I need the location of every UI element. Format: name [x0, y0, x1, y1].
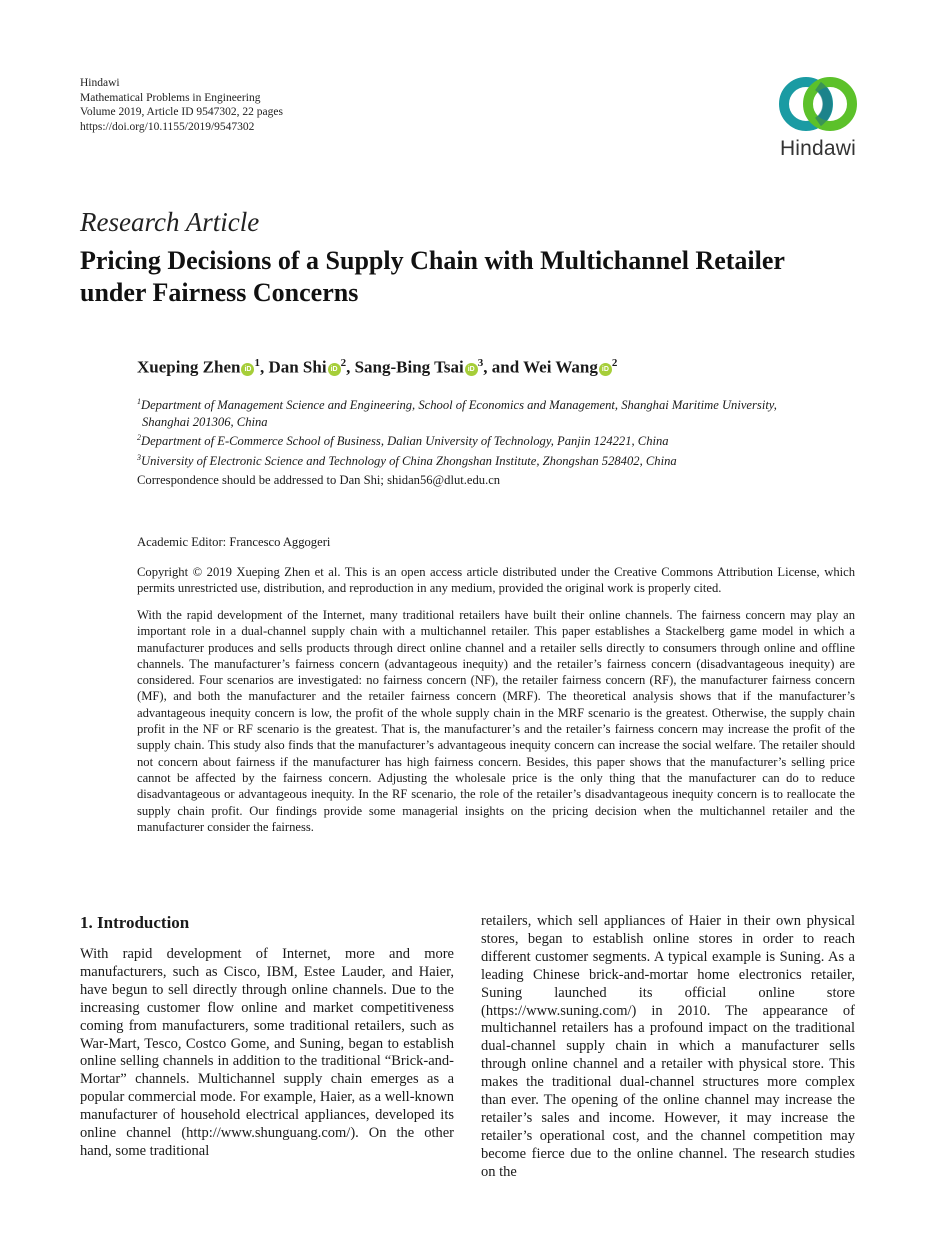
hindawi-rings-icon: [770, 74, 866, 136]
journal-name: Mathematical Problems in Engineering: [80, 91, 261, 104]
affiliation-item: [137, 450, 857, 470]
affiliation-sup: 1: [137, 397, 141, 406]
affiliation-item: [137, 430, 857, 450]
affiliation-item: [137, 394, 857, 414]
orcid-icon[interactable]: iD: [241, 363, 254, 376]
intro-paragraph-right: retailers, which sell appliances of Haier in their own physical stores, began to establish online stores in order to reach different customer segments. A typical example is Suning. As a leading Chinese brick-and-mortar home electronics retailer, Suning launched its official online store (https://www.suning.com/) in 2010. The appearance of multichannel retailers has a profound impact on the traditional dual-channel supply chain in which a manufacturer sells through online channel and a retailer with physical store. This makes the traditional dual-channel structures more complex than ever. The opening of the online channel may increase the retailer’s sales and income. However, it may increase the retailer’s operational cost, and the channel competition may become fierce due to the online channel. The research studies on the: [481, 913, 855, 1180]
author-separator: , and: [483, 357, 524, 377]
author-affil-sup: 2: [611, 357, 618, 369]
author-separator: ,: [259, 357, 269, 377]
author-name: Wei Wang: [523, 357, 598, 377]
affiliation-text: Department of Management Science and Engineering, School of Economics and Management, Shanghai Maritime University,: [141, 398, 777, 413]
paper-title: Pricing Decisions of a Supply Chain with Multichannel Retailer under Fairness Concerns: [80, 246, 785, 307]
orcid-icon[interactable]: iD: [599, 363, 612, 376]
orcid-icon[interactable]: iD: [328, 363, 341, 376]
correspondence: Correspondence should be addressed to Dan Shi; shidan56@dlut.edu.cn: [137, 473, 501, 487]
publisher-name: Hindawi: [80, 77, 120, 89]
affiliation-text: Department of E-Commerce School of Business, Dalian University of Technology, Panjin 124221, China: [141, 434, 669, 449]
author-separator: ,: [346, 357, 355, 377]
author-list: [137, 357, 617, 378]
section-heading: [80, 913, 189, 933]
logo-wordmark: Hindawi: [779, 137, 857, 160]
volume-info: Volume 2019, Article ID 9547302, 22 pages: [80, 106, 283, 118]
abstract: With the rapid development of the Internet, many traditional retailers have built their online channels. The fairness concern may play an important role in a dual-channel supply chain with a multichannel retailer. This paper establishes a Stackelberg game model in which a manufacturer produces and sells products through direct online channel and a retailer sells directly to consumers through online and offline channels. The manufacturer’s fairness concern (advantageous inequity) and the retailer’s fairness concern (disadvantageous inequity) are considered. Four scenarios are investigated: no fairness concern (NF), the retailer fairness concern (RF), the manufacturer fairness concern (MF), and both the manufacturer and the retailer fairness concern (MRF). The theoretical analysis shows that if the manufacturer’s advantageous inequity concern is low, the profit of the whole supply chain in the MRF scenario is the greatest. Otherwise, the supply chain profit in the NF or RF scenario is the greatest. That is, the manufacturer’s and the retailer’s fairness concern may increase the profit of the supply chain. This study also finds that the manufacturer’s advantageous inequity concern can increase the social welfare. The retailer should not concern about fairness if the manufacturer has high fairness concern. Besides, this paper shows that the manufacturer’s selling price cannot be affected by the fairness concern. Adjusting the wholesale price is the only thing that the manufacturer can do to reduce disadvantageous or advantageous inequity. In the RF scenario, the role of the retailer’s disadvantageous inequity concern is to reallocate the supply chain profit. Our findings provide some managerial insights on the pricing decision when the multichannel retailer and the manufacturer consider the fairness.: [137, 608, 855, 834]
journal-header: [80, 76, 283, 134]
author-affil-sup: 2: [340, 357, 347, 369]
affiliation-sup: 2: [137, 433, 141, 443]
article-type: Research Article: [80, 207, 260, 237]
affiliation-sup: 3: [137, 452, 141, 462]
hindawi-logo: [770, 74, 866, 160]
affiliations: [137, 394, 857, 470]
affiliation-text: University of Electronic Science and Technology of China Zhongshan Institute, Zhongshan 528402, China: [141, 454, 677, 469]
section-number: 1.: [80, 913, 93, 932]
author-affil-sup: 3: [477, 357, 484, 369]
intro-paragraph-left: With rapid development of Internet, more and more manufacturers, such as Cisco, IBM, Estee Lauder, and Haier, have begun to sell directly through online channels. Due to the increasing customer flow online and market competitiveness coming from manufacturers, some traditional retailers, such as War-Mart, Tesco, Costco Gome, and Suning, began to establish online selling channels in addition to the traditional “Brick-and-Mortar” channels. Multichannel supply chain emerges as a popular commercial mode. For example, Haier, as a well-known manufacturer of household electrical appliances, developed its online channel (http://www.shunguang.com/). On the other hand, some traditional: [80, 946, 454, 1159]
author-name: Sang-Bing Tsai: [354, 357, 464, 377]
copyright-notice: Copyright © 2019 Xueping Zhen et al. This is an open access article distributed under the Creative Commons Attribution License, which permits unrestricted use, distribution, and reproduction in any medium, provided the original work is properly cited.: [137, 565, 855, 595]
author-name: Dan Shi: [268, 357, 327, 377]
author-name: Xueping Zhen: [137, 357, 241, 377]
orcid-icon[interactable]: iD: [465, 363, 478, 376]
academic-editor: Academic Editor: Francesco Aggogeri: [137, 535, 331, 549]
author-affil-sup: 1: [254, 357, 260, 369]
affiliation-continuation: Shanghai 201306, China: [142, 414, 268, 429]
doi-link[interactable]: https://doi.org/10.1155/2019/9547302: [80, 120, 255, 133]
section-title: Introduction: [97, 913, 190, 932]
